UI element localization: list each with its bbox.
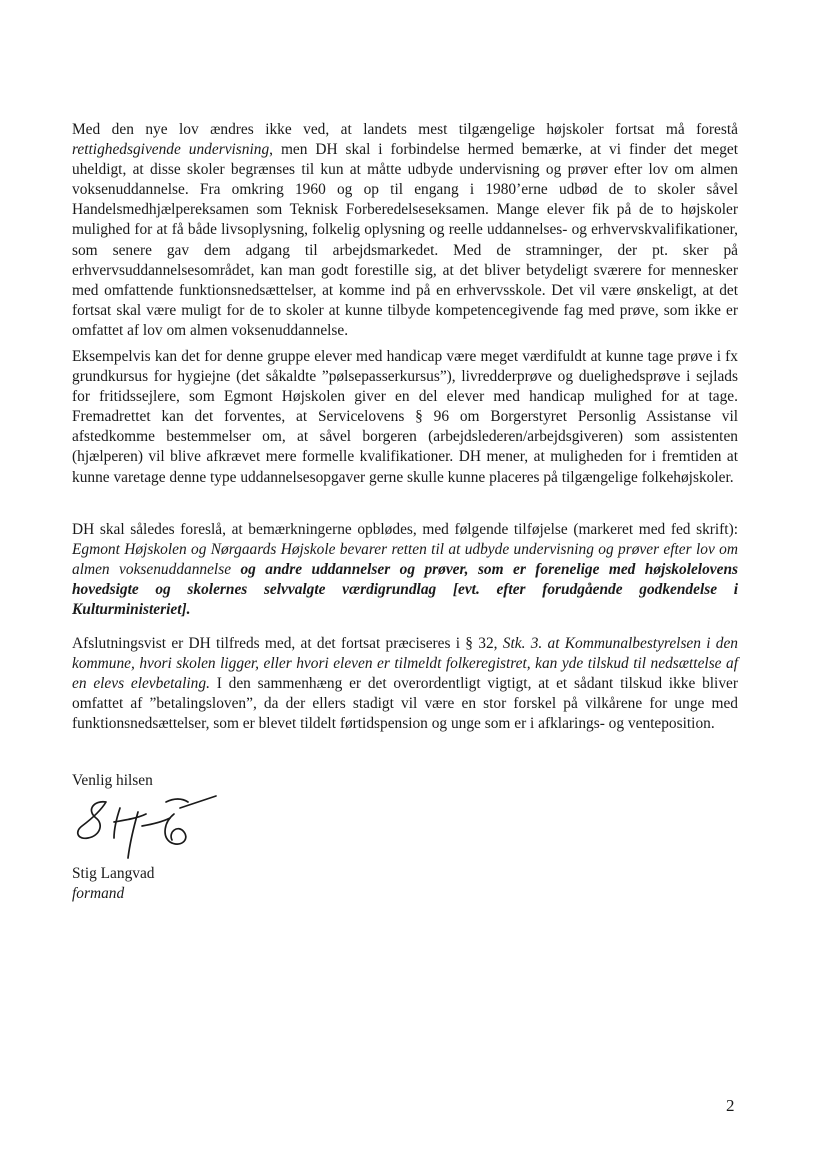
paragraph-4 bbox=[72, 634, 738, 734]
paragraph-3-italic: Egmont Højskolen og Nørgaards Højskole bevarer retten til at udbyde undervisning og prøver efter lov om almen voksenuddannelse bbox=[72, 541, 738, 579]
signer-name: Stig Langvad bbox=[72, 865, 155, 882]
paragraph-1 bbox=[72, 120, 738, 341]
paragraph-4-text-b: I den sammenhæng er det overordentligt vigtigt, at et sådant tilskud ikke bliver omfattet af ”betalingsloven”, da der ellers stadigt vil være en stor forskel på vilkårene for unge med funktionsnedsættelser, som er blevet tildelt førtidspension og unge som er i afklarings- og venteposition. bbox=[72, 675, 738, 733]
paragraph-2 bbox=[72, 347, 738, 488]
paragraph-1-italic: rettighedsgivende undervisning bbox=[72, 141, 270, 159]
page-number: 2 bbox=[726, 1096, 735, 1115]
signature-icon bbox=[70, 792, 220, 860]
paragraph-4-text-a: Afslutningsvist er DH tilfreds med, at det fortsat præciseres i § 32, bbox=[72, 635, 503, 652]
paragraph-2-text: Eksempelvis kan det for denne gruppe elever med handicap være meget værdifuldt at kunne tage prøve i fx grundkursus for hygiejne (det såkaldte ”pølsepasserkursus”), livredderprøve og duelighedsprøve i sejlads for fritidssejlere, som Egmont Højskolen giver en del elever med handicap mulighed for at tage. Fremadrettet kan det forventes, at Servicelovens § 96 om Borgerstyret Personlig Assistanse vil afstedkomme bestemmelser om, at såvel borgeren (arbejdslederen/arbejdsgiveren) som assistenten (hjælperen) vil blive afkrævet mere formelle kvalifikationer. DH mener, at muligheden for i fremtiden at kunne varetage denne type uddannelsesopgaver gerne skulle kunne placeres på tilgængelige folkehøjskoler. bbox=[72, 348, 738, 486]
paragraph-3 bbox=[72, 520, 738, 620]
paragraph-1-text-b: , men DH skal i forbindelse hermed bemærke, at vi finder det meget uheldigt, at disse skoler begrænses til kun at måtte udbyde undervisning og prøver efter lov om almen voksenuddannelse. Fra omkring 1960 og op til engang i 1980’erne udbød de to skoler såvel Handelsmedhjælpereksamen som Teknisk Forberedelseseksamen. Mange elever fik på de to højskoler mulighed for at få både livsoplysning, folkelig oplysning og reelle uddannelses- og erhvervskvalifikationer, som senere gav dem adgang til arbejdsmarkedet. Med de stramninger, der pt. sker på erhvervsuddannelsesområdet, kan man godt forestille sig, at det bliver betydeligt sværere for mennesker med omfattende funktionsnedsættelser, at komme ind på en erhvervsskole. Det vil være ønskeligt, at det fortsat skal være muligt for de to skoler at kunne tilbyde kompetencegivende fag med prøve, som ikke er omfattet af lov om almen voksenuddannelse. bbox=[72, 141, 738, 339]
paragraph-4-italic: Stk. 3. at Kommunalbestyrelsen i den kommune, hvori skolen ligger, eller hvori eleven er tilmeldt folkeregistret, kan yde tilskud til nedsættelse af en elevs elevbetaling. bbox=[72, 635, 738, 693]
closing-greeting: Venlig hilsen bbox=[72, 772, 153, 789]
paragraph-3-text: DH skal således foreslå, at bemærkningerne opblødes, med følgende tilføjelse (markeret med fed skrift): bbox=[72, 521, 738, 538]
paragraph-1-text-a: Med den nye lov ændres ikke ved, at landets mest tilgængelige højskoler fortsat må forestå bbox=[72, 121, 738, 138]
signer-role: formand bbox=[72, 885, 125, 902]
paragraph-3-bold-italic: og andre uddannelser og prøver, som er forenelige med højskolelovens hovedsigte og skolernes selvvalgte værdigrundlag [evt. efter forudgående godkendelse i Kulturministeriet]. bbox=[72, 561, 738, 619]
